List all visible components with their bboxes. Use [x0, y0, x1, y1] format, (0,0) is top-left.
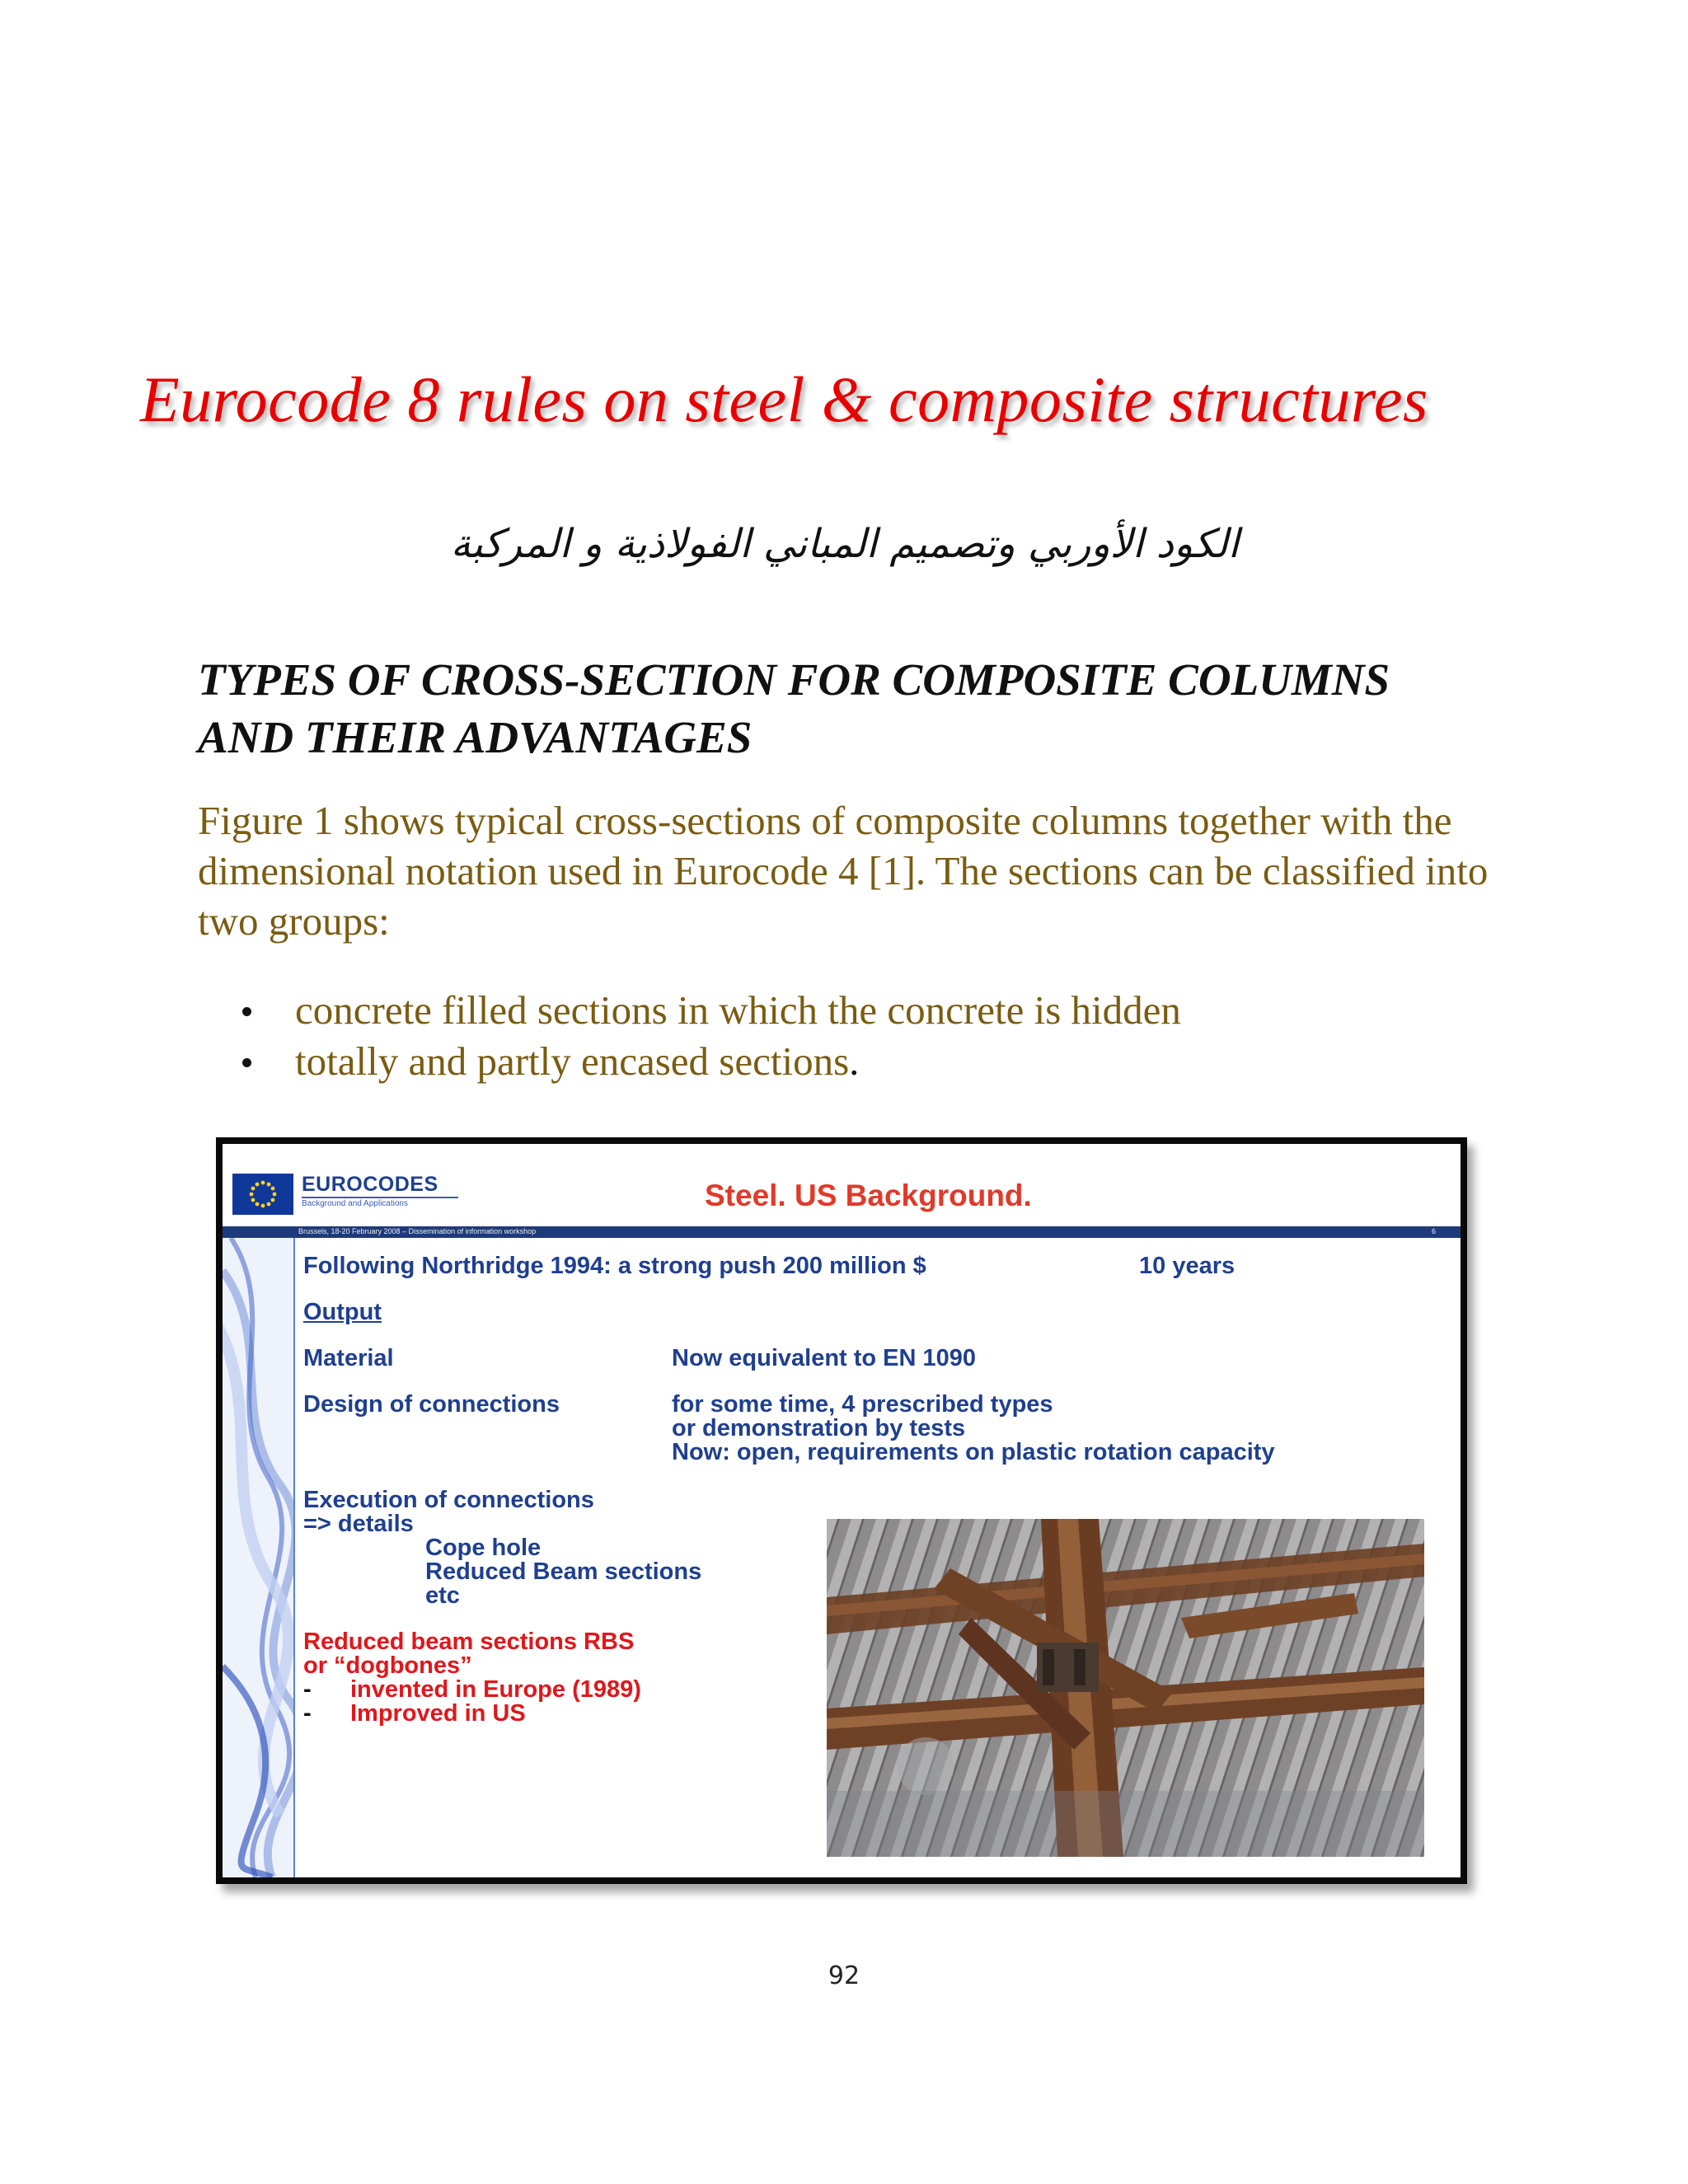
slide-line-following: Following Northridge 1994: a strong push 200 million $	[303, 1253, 926, 1279]
slide-execution-line-1: Execution of connections	[303, 1487, 594, 1513]
slide-detail-3: etc	[425, 1582, 460, 1609]
brand-title: EUROCODES	[302, 1173, 438, 1196]
steel-connection-photo	[827, 1519, 1424, 1857]
slide-rbs-dash-1: -	[303, 1676, 312, 1703]
list-item-period: .	[849, 1038, 860, 1084]
eurocodes-logo	[302, 1174, 458, 1208]
section-heading-line-1: TYPES OF CROSS-SECTION FOR COMPOSITE COLUMNS	[198, 654, 1390, 705]
section-heading	[198, 651, 1500, 766]
slide-rbs-line-4: Improved in US	[350, 1700, 526, 1727]
slide-design-value-1: for some time, 4 prescribed types	[672, 1391, 1053, 1418]
list-item	[223, 985, 1459, 1036]
eu-flag-icon	[232, 1174, 293, 1215]
slide-rbs-line-1: Reduced beam sections RBS	[303, 1629, 635, 1655]
slide-design-value-2: or demonstration by tests	[672, 1415, 966, 1441]
section-type-list	[223, 985, 1459, 1087]
list-item-text: totally and partly encased sections	[295, 1038, 850, 1084]
slide-title: Steel. US Background.	[705, 1179, 1032, 1212]
slide-material-label: Material	[303, 1345, 394, 1371]
list-item	[223, 1036, 1459, 1087]
decorative-swirl	[223, 1238, 293, 1877]
brand-subtitle: Background and Applications	[302, 1197, 458, 1208]
slide-rbs-line-3: invented in Europe (1989)	[350, 1676, 641, 1703]
intro-paragraph: Figure 1 shows typical cross-sections of composite columns together with the dimensional notation used in Eurocode 4 [1]. The sections can be classified into two groups:	[198, 798, 1489, 944]
list-item-text: concrete filled sections in which the concrete is hidden	[295, 987, 1181, 1033]
arabic-subtitle: الكود الأوربي وتصميم المباني الفولاذية و المركبة	[450, 521, 1240, 567]
slide-divider	[293, 1238, 295, 1877]
slide-detail-1: Cope hole	[425, 1535, 542, 1561]
slide-line-years: 10 years	[1139, 1253, 1236, 1279]
slide-info-bar	[223, 1226, 1461, 1238]
section-heading-line-2: AND THEIR ADVANTAGES	[198, 712, 753, 762]
slide-rbs-line-2: or “dogbones”	[303, 1652, 472, 1679]
slide-header	[223, 1144, 1461, 1230]
slide-page-number: 6	[1431, 1227, 1436, 1235]
slide-design-value-3: Now: open, requirements on plastic rotation capacity	[672, 1439, 1275, 1465]
page-title: Eurocode 8 rules on steel & composite structures	[140, 363, 1428, 435]
bullet-icon	[242, 1007, 251, 1016]
bullet-icon	[242, 1058, 251, 1067]
slide-material-value: Now equivalent to EN 1090	[672, 1345, 977, 1371]
slide-design-label: Design of connections	[303, 1391, 560, 1418]
slide-info-text: Brussels, 18-20 February 2008 – Dissemination of information workshop	[298, 1227, 537, 1235]
slide-detail-2: Reduced Beam sections	[425, 1558, 702, 1585]
slide-execution-line-2: => details	[303, 1511, 414, 1537]
figure-slide	[216, 1137, 1467, 1884]
slide-rbs-dash-2: -	[303, 1700, 312, 1727]
slide-output-label: Output	[303, 1299, 382, 1325]
page-number: 92	[828, 1961, 860, 1990]
